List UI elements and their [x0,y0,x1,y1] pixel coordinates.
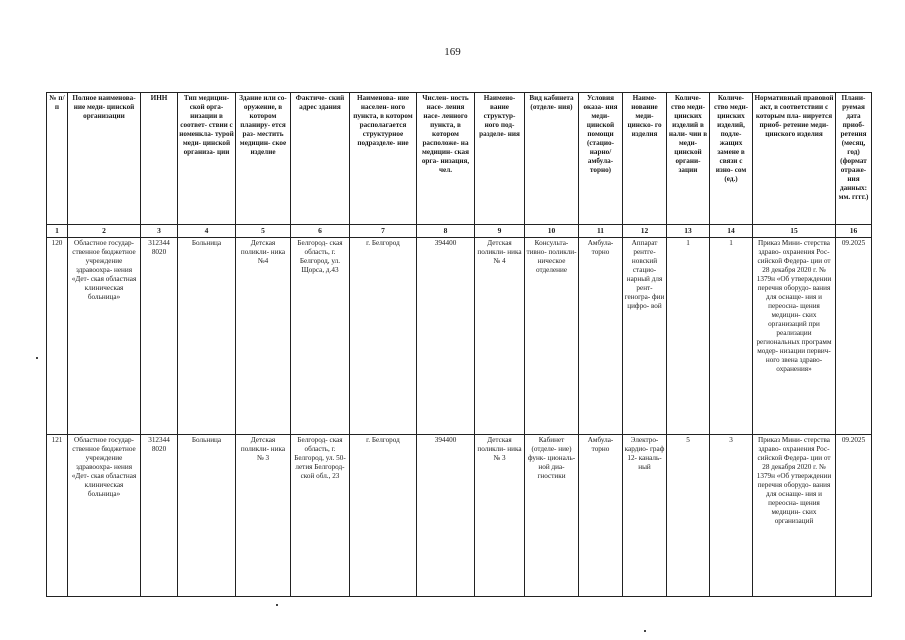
header-cell: Наимено- вание структур- ного под- разделе- ния [475,93,525,225]
row-number: 121 [47,435,68,597]
quantity-available: 1 [667,238,710,435]
column-number: 1 [47,225,68,238]
header-cell: Количе- ство меди- цинских изделий, подле- жащих замене в связи с изно- сом (ед.) [710,93,753,225]
column-number-row [47,225,872,238]
header-cell: Числен- ность насе- ления насе- ленного пункта, в котором расположе- на медицин- ская орга- низация, чел. [417,93,475,225]
purchase-date: 09.2025 [836,238,872,435]
scan-mark [644,630,646,632]
column-number: 3 [141,225,178,238]
row-number: 120 [47,238,68,435]
header-cell: Условия оказа- ния меди- цинской помощи (стацио- нарно/ амбула- торно) [579,93,623,225]
address: Белгород- ская область, г. Белгород, ул. 50-летия Белгород- ской обл., 23 [291,435,350,597]
column-number: 10 [525,225,579,238]
header-row [47,93,872,225]
column-number: 12 [623,225,667,238]
column-number: 2 [68,225,141,238]
building: Детская поликли- ника №4 [236,238,291,435]
column-number: 11 [579,225,623,238]
table-row [47,238,872,435]
table-row [47,435,872,597]
organization-name: Областное государ- ственное бюджетное учреждение здравоохра- нения «Дет- ская областная клиническая больница» [68,238,141,435]
locality: г. Белгород [350,238,417,435]
device-name: Аппарат рентге- новский стацио- нарный для рент- геногра- фии цифро- вой [623,238,667,435]
column-number: 14 [710,225,753,238]
population: 394400 [417,238,475,435]
page-number: 169 [444,46,461,58]
header-cell: Полное наименова- ние меди- цинской организации [68,93,141,225]
header-cell: Вид кабинета (отделе- ния) [525,93,579,225]
header-cell: Наиме- нование меди- цинско- го изделия [623,93,667,225]
column-number: 9 [475,225,525,238]
device-name: Электро- кардио- граф 12- каналь- ный [623,435,667,597]
header-cell: Количе- ство меди- цинских изделий в нали- чии в меди- цинской органи- зации [667,93,710,225]
unit-name: Детская поликли- ника № 3 [475,435,525,597]
header-cell: ИНН [141,93,178,225]
header-cell: Здание или со- оружение, в котором планиру- ется раз- местить медицин- ское изделие [236,93,291,225]
column-number: 8 [417,225,475,238]
column-number: 16 [836,225,872,238]
column-number: 15 [753,225,836,238]
organization-type: Больница [178,435,236,597]
column-number: 6 [291,225,350,238]
header-cell: Нормативный правовой акт, в соответствии с которым пла- нируется приоб- ретение меди- цинского изделия [753,93,836,225]
scan-mark [36,357,38,359]
column-number: 7 [350,225,417,238]
inn-value: 312344 8020 [141,435,178,597]
column-number: 4 [178,225,236,238]
address: Белгород- ская область, г. Белгород, ул. Щорса, д.43 [291,238,350,435]
header-cell: Наименова- ние населен- ного пункта, в котором располагается структурное подразделе- ние [350,93,417,225]
care-conditions: Амбула- торно [579,238,623,435]
column-number: 13 [667,225,710,238]
quantity-available: 5 [667,435,710,597]
organization-type: Больница [178,238,236,435]
column-number: 5 [236,225,291,238]
header-cell: Плани- руемая дата приоб- ретения (месяц, год) (формат отраже- ния данных: мм. гггг.) [836,93,872,225]
header-cell: Тип медицин- ской орга- низации в соответ- ствии с номенкла- турой меди- цинской организа- ции [178,93,236,225]
header-cell: Фактиче- ский адрес здания [291,93,350,225]
cabinet-type: Кабинет (отделе- ние) функ- циональ- ной диа- гностики [525,435,579,597]
header-cell: № п/п [47,93,68,225]
organization-name: Областное государ- ственное бюджетное учреждение здравоохра- нения «Дет- ская областная клиническая больница» [68,435,141,597]
purchase-date: 09.2025 [836,435,872,597]
quantity-replace: 3 [710,435,753,597]
scan-mark [276,604,278,606]
unit-name: Детская поликли- ника № 4 [475,238,525,435]
cabinet-type: Консульта- тивно- поликли- ническое отделение [525,238,579,435]
care-conditions: Амбула- торно [579,435,623,597]
population: 394400 [417,435,475,597]
building: Детская поликли- ника № 3 [236,435,291,597]
inn-value: 312344 8020 [141,238,178,435]
legal-act: Приказ Мини- стерства здраво- охранения Рос- сийской Федера- ции от 28 декабря 2020 г. № 1379н «Об утверждении перечня оборудо- вания для оснаще- ния и переосна- щения медицин- ских организаций при реализации региональных программ модер- низации первич- ного звена здраво- охранения» [753,238,836,435]
quantity-replace: 1 [710,238,753,435]
legal-act: Приказ Мини- стерства здраво- охранения Рос- сийской Федера- ции от 28 декабря 2020 г. № 1379н «Об утверждении перечня оборудо- вания для оснаще- ния и переосна- щения медицин- ских организаций [753,435,836,597]
locality: г. Белгород [350,435,417,597]
equipment-table [46,92,872,597]
